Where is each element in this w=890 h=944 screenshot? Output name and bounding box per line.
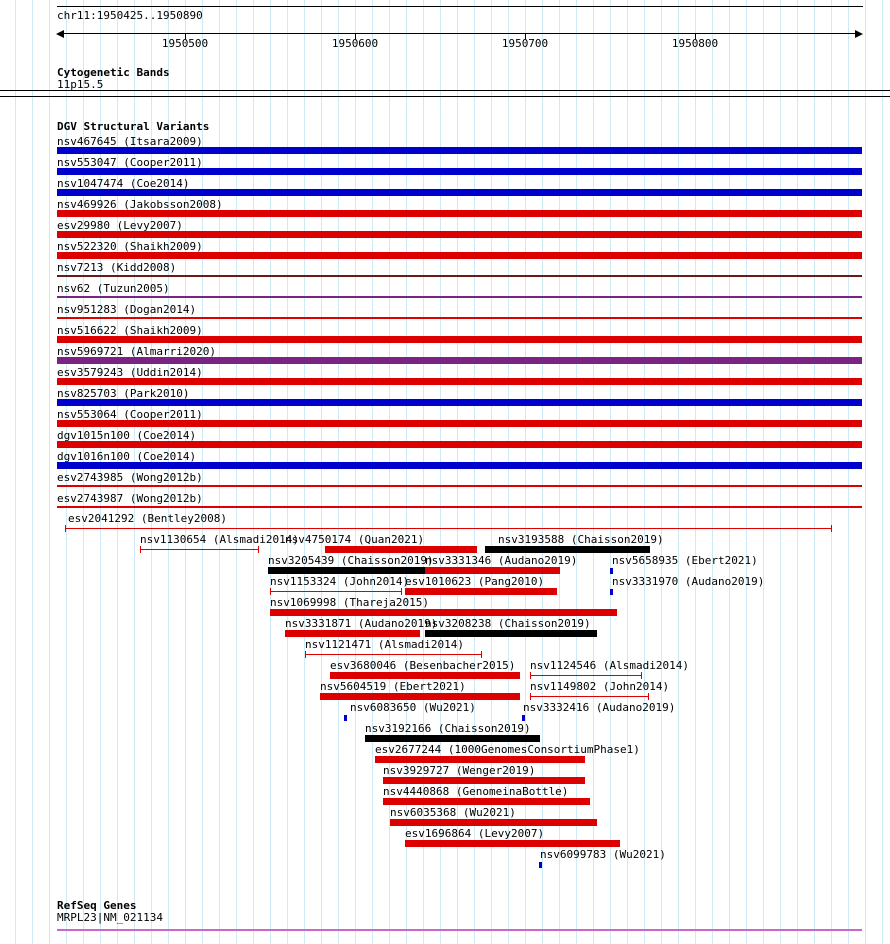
gridline <box>593 0 594 944</box>
variant-line-bar[interactable] <box>65 525 832 532</box>
gridline <box>865 0 866 944</box>
variant-line <box>531 696 648 697</box>
variant-bar[interactable] <box>57 189 862 196</box>
gridline <box>610 0 611 944</box>
variant-label[interactable]: nsv3929727 (Wenger2019) <box>383 764 536 777</box>
variant-label[interactable]: nsv516622 (Shaikh2009) <box>57 324 203 337</box>
variant-bar[interactable] <box>270 609 617 616</box>
gridline <box>797 0 798 944</box>
variant-bar[interactable] <box>57 462 862 469</box>
dgv-track-title: DGV Structural Variants <box>57 120 210 133</box>
variant-label[interactable]: nsv1130654 (Alsmadi2014) <box>140 533 299 546</box>
cytoband-label[interactable]: 11p15.5 <box>57 78 104 91</box>
variant-label[interactable]: nsv3193588 (Chaisson2019) <box>498 533 664 546</box>
variant-bar[interactable] <box>365 735 540 742</box>
variant-label[interactable]: nsv6099783 (Wu2021) <box>540 848 666 861</box>
variant-label[interactable]: nsv951283 (Dogan2014) <box>57 303 197 316</box>
variant-label[interactable]: nsv3205439 (Chaisson2019) <box>268 554 434 567</box>
gridline <box>780 0 781 944</box>
variant-line-bar[interactable] <box>270 588 402 595</box>
gridline <box>627 0 628 944</box>
variant-bar[interactable] <box>57 441 862 448</box>
variant-point-mark[interactable] <box>610 568 613 574</box>
variant-label[interactable]: nsv5604519 (Ebert2021) <box>320 680 466 693</box>
ruler-left-arrow-icon <box>56 30 64 38</box>
variant-label[interactable]: nsv3192166 (Chaisson2019) <box>365 722 531 735</box>
variant-label[interactable]: nsv467645 (Itsara2009) <box>57 135 203 148</box>
variant-label[interactable]: nsv1047474 (Coe2014) <box>57 177 190 190</box>
variant-bar[interactable] <box>390 819 597 826</box>
variant-bar[interactable] <box>57 252 862 259</box>
gridline <box>814 0 815 944</box>
variant-label[interactable]: nsv1069998 (Thareja2015) <box>270 596 429 609</box>
variant-point-mark[interactable] <box>539 862 542 868</box>
refseq-gene-glyph[interactable] <box>57 929 862 931</box>
variant-bar[interactable] <box>330 672 520 679</box>
gridline <box>678 0 679 944</box>
ruler-tick-label: 1950500 <box>161 37 209 50</box>
variant-line-bar[interactable] <box>530 672 642 679</box>
variant-label[interactable]: nsv5969721 (Almarri2020) <box>57 345 216 358</box>
gridline <box>338 0 339 944</box>
variant-label[interactable]: esv2677244 (1000GenomesConsortiumPhase1) <box>375 743 640 756</box>
gridline <box>712 0 713 944</box>
variant-bar[interactable] <box>57 378 862 385</box>
variant-label[interactable]: nsv553064 (Cooper2011) <box>57 408 203 421</box>
gridline <box>763 0 764 944</box>
top-border-line <box>57 6 863 7</box>
variant-label[interactable]: esv3579243 (Uddin2014) <box>57 366 203 379</box>
gridline <box>848 0 849 944</box>
variant-label[interactable]: nsv1149802 (John2014) <box>530 680 670 693</box>
variant-label[interactable]: nsv5658935 (Ebert2021) <box>612 554 758 567</box>
gridline <box>287 0 288 944</box>
variant-bar[interactable] <box>405 840 620 847</box>
variant-label[interactable]: esv29980 (Levy2007) <box>57 219 183 232</box>
variant-bar[interactable] <box>325 546 477 553</box>
variant-bar[interactable] <box>375 756 585 763</box>
variant-label[interactable]: nsv3331871 (Audano2019) <box>285 617 438 630</box>
gridline <box>729 0 730 944</box>
variant-label[interactable]: dgv1016n100 (Coe2014) <box>57 450 197 463</box>
variant-line-bar[interactable] <box>140 546 259 553</box>
variant-line <box>66 528 831 529</box>
gridline <box>15 0 16 944</box>
variant-label[interactable]: nsv4750174 (Quan2021) <box>285 533 425 546</box>
variant-line-bar[interactable] <box>530 693 649 700</box>
variant-bar[interactable] <box>57 275 862 277</box>
cytogenetic-bands-title: Cytogenetic Bands <box>57 66 170 79</box>
gridline <box>270 0 271 944</box>
gridline <box>746 0 747 944</box>
variant-bar[interactable] <box>57 485 862 487</box>
variant-label[interactable]: nsv553047 (Cooper2011) <box>57 156 203 169</box>
gridline <box>49 0 50 944</box>
variant-bar[interactable] <box>425 567 560 574</box>
variant-line <box>306 654 481 655</box>
variant-label[interactable]: nsv1121471 (Alsmadi2014) <box>305 638 464 651</box>
variant-bar[interactable] <box>57 506 862 508</box>
gridline <box>304 0 305 944</box>
gridline <box>644 0 645 944</box>
variant-line <box>271 591 401 592</box>
refseq-gene-label[interactable]: MRPL23|NM_021134 <box>57 911 163 924</box>
variant-label[interactable]: nsv1153324 (John2014) <box>270 575 410 588</box>
gridline <box>253 0 254 944</box>
variant-bar[interactable] <box>485 546 650 553</box>
variant-label[interactable]: esv2743985 (Wong2012b) <box>57 471 203 484</box>
refseq-genes-title: RefSeq Genes <box>57 899 137 912</box>
variant-bar[interactable] <box>57 296 862 298</box>
variant-label[interactable]: nsv1124546 (Alsmadi2014) <box>530 659 689 672</box>
ruler-tick-label: 1950700 <box>501 37 549 50</box>
variant-label[interactable]: nsv6035368 (Wu2021) <box>390 806 516 819</box>
variant-label[interactable]: nsv62 (Tuzun2005) <box>57 282 170 295</box>
variant-bar[interactable] <box>57 336 862 343</box>
variant-bar[interactable] <box>57 399 862 406</box>
ruler-tick-label: 1950600 <box>331 37 379 50</box>
variant-bar[interactable] <box>57 147 862 154</box>
variant-label[interactable]: nsv7213 (Kidd2008) <box>57 261 177 274</box>
gridline <box>32 0 33 944</box>
variant-bar[interactable] <box>405 588 557 595</box>
region-label: chr11:1950425..1950890 <box>57 9 203 22</box>
variant-bar[interactable] <box>57 210 862 217</box>
variant-label[interactable]: nsv3331346 (Audano2019) <box>425 554 578 567</box>
variant-label[interactable]: nsv6083650 (Wu2021) <box>350 701 476 714</box>
variant-bar[interactable] <box>268 567 430 574</box>
variant-label[interactable]: nsv3332416 (Audano2019) <box>523 701 676 714</box>
variant-label[interactable]: esv2743987 (Wong2012b) <box>57 492 203 505</box>
variant-bar[interactable] <box>57 231 862 238</box>
variant-label[interactable]: nsv3208238 (Chaisson2019) <box>425 617 591 630</box>
variant-line-bar[interactable] <box>305 651 482 658</box>
variant-label[interactable]: esv1010623 (Pang2010) <box>405 575 545 588</box>
variant-bar[interactable] <box>57 317 862 319</box>
gridline <box>831 0 832 944</box>
gridline <box>236 0 237 944</box>
variant-bar[interactable] <box>425 630 597 637</box>
variant-label[interactable]: nsv825703 (Park2010) <box>57 387 190 400</box>
ruler-line <box>63 33 856 34</box>
variant-label[interactable]: nsv4440868 (GenomeinaBottle) <box>383 785 569 798</box>
cytoband-glyph[interactable] <box>0 90 890 97</box>
gridline <box>695 0 696 944</box>
ruler-tick-label: 1950800 <box>671 37 719 50</box>
variant-bar[interactable] <box>57 357 862 364</box>
variant-line <box>141 549 258 550</box>
gridline <box>219 0 220 944</box>
variant-bar[interactable] <box>320 693 520 700</box>
gridline <box>882 0 883 944</box>
variant-point-mark[interactable] <box>610 589 613 595</box>
variant-label[interactable]: esv2041292 (Bentley2008) <box>68 512 227 525</box>
variant-label[interactable]: esv3680046 (Besenbacher2015) <box>330 659 516 672</box>
variant-point-mark[interactable] <box>522 715 525 721</box>
variant-label[interactable]: nsv3331970 (Audano2019) <box>612 575 765 588</box>
variant-bar[interactable] <box>57 168 862 175</box>
variant-label[interactable]: dgv1015n100 (Coe2014) <box>57 429 197 442</box>
variant-label[interactable]: nsv469926 (Jakobsson2008) <box>57 198 223 211</box>
variant-point-mark[interactable] <box>344 715 347 721</box>
variant-bar[interactable] <box>383 777 585 784</box>
variant-label[interactable]: esv1696864 (Levy2007) <box>405 827 545 840</box>
variant-bar[interactable] <box>57 420 862 427</box>
ruler-right-arrow-icon <box>855 30 863 38</box>
variant-label[interactable]: nsv522320 (Shaikh2009) <box>57 240 203 253</box>
variant-bar[interactable] <box>285 630 420 637</box>
gridline <box>321 0 322 944</box>
gridline <box>661 0 662 944</box>
gridline <box>355 0 356 944</box>
variant-line <box>531 675 641 676</box>
variant-bar[interactable] <box>383 798 590 805</box>
gridline <box>372 0 373 944</box>
